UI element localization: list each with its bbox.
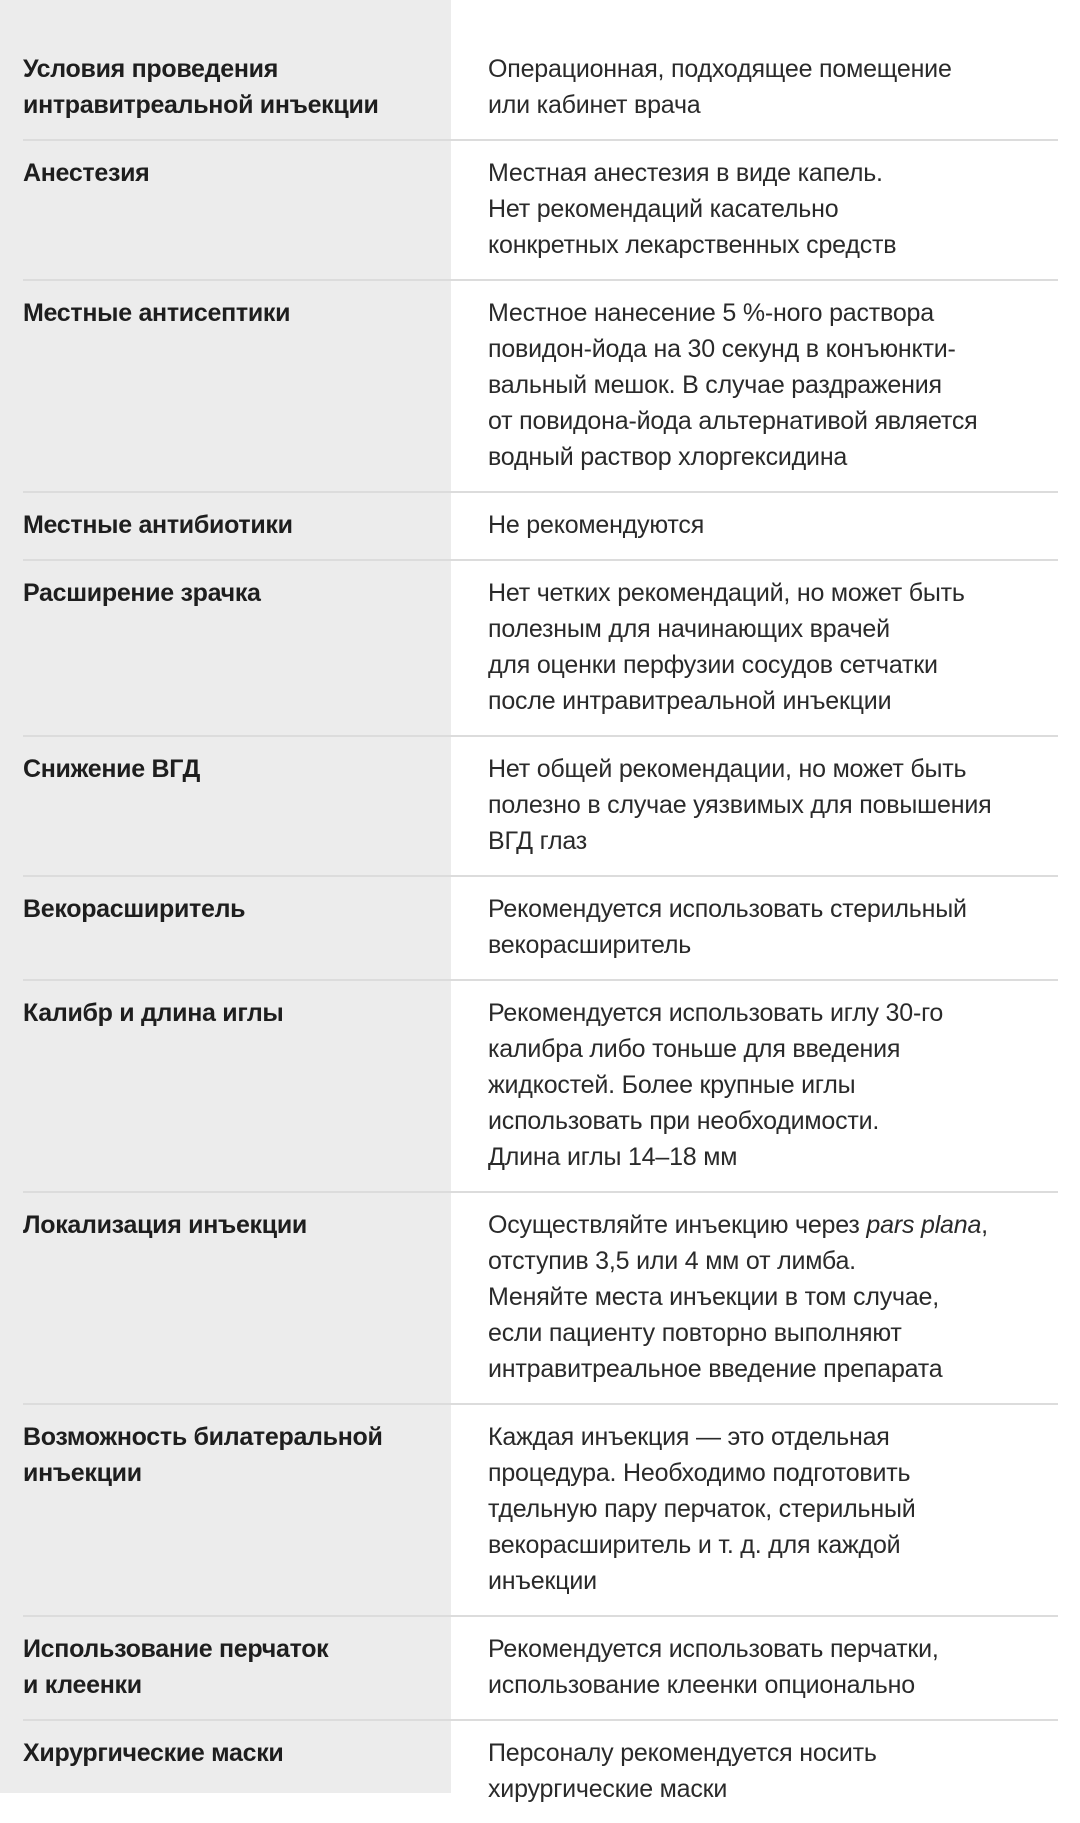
row-value xyxy=(488,575,1058,719)
row-value xyxy=(488,1419,1058,1599)
row-label-line: Хирургические маски xyxy=(23,1739,284,1767)
row-label-line: Условия проведения xyxy=(23,55,278,83)
row-value-line: или кабинет врача xyxy=(488,91,701,119)
row-value-line: Нет рекомендаций касательно xyxy=(488,195,839,223)
row-value-line: тдельную пару перчаток, стерильный xyxy=(488,1495,916,1523)
row-label xyxy=(23,507,488,543)
row-value-line: инъекции xyxy=(488,1567,597,1595)
text-segment: , xyxy=(981,1211,988,1239)
row-value xyxy=(488,1735,1058,1807)
row-value-line: Каждая инъекция — это отдельная xyxy=(488,1423,890,1451)
row-value-line: от повидона-йода альтернативой является xyxy=(488,407,978,435)
row-value-line: Персоналу рекомендуется носить xyxy=(488,1739,877,1767)
row-value-line: если пациенту повторно выполняют xyxy=(488,1319,902,1347)
table-row xyxy=(23,981,1058,1193)
row-value-line: использовать при необходимости. xyxy=(488,1107,880,1135)
row-value-line: для оценки перфузии сосудов сетчатки xyxy=(488,651,938,679)
row-label xyxy=(23,575,488,719)
row-value-line: Рекомендуется использовать стерильный xyxy=(488,895,967,923)
row-label-line: Снижение ВГД xyxy=(23,755,200,783)
row-label xyxy=(23,891,488,963)
row-value-line: Местное нанесение 5 %-ного раствора xyxy=(488,299,934,327)
row-value-line: Местная анестезия в виде капель. xyxy=(488,159,883,187)
row-value-line xyxy=(488,1207,1058,1243)
row-value-line: водный раствор хлоргексидина xyxy=(488,443,848,471)
row-value xyxy=(488,995,1058,1175)
row-label xyxy=(23,1735,488,1807)
row-value-line: векорасширитель и т. д. для каждой xyxy=(488,1531,901,1559)
row-value xyxy=(488,751,1058,859)
table-row xyxy=(23,561,1058,737)
row-value-line: ВГД глаз xyxy=(488,827,588,855)
row-value-line: калибра либо тоньше для введения xyxy=(488,1035,901,1063)
row-label-line: Местные антисептики xyxy=(23,299,291,327)
procedure-table xyxy=(23,37,1058,1823)
table-row xyxy=(23,877,1058,981)
row-value-line: интравитреальное введение препарата xyxy=(488,1355,943,1383)
row-value-line: Меняйте места инъекции в том случае, xyxy=(488,1283,939,1311)
row-label xyxy=(23,51,488,123)
row-label-line: Использование перчаток xyxy=(23,1635,329,1663)
table-row xyxy=(23,737,1058,877)
table-row xyxy=(23,1721,1058,1823)
row-value-line: Не рекомендуются xyxy=(488,511,705,539)
row-label xyxy=(23,1631,488,1703)
row-value-line: Нет четких рекомендаций, но может быть xyxy=(488,579,965,607)
row-value xyxy=(488,295,1058,475)
italic-term: pars plana xyxy=(866,1211,982,1239)
row-label xyxy=(23,155,488,263)
row-label-line: интравитреальной инъекции xyxy=(23,91,379,119)
row-value xyxy=(488,507,1058,543)
table-row xyxy=(23,1405,1058,1617)
row-value-line: жидкостей. Более крупные иглы xyxy=(488,1071,856,1099)
row-value-line: использование клеенки опционально xyxy=(488,1671,915,1699)
row-value xyxy=(488,155,1058,263)
table-row xyxy=(23,493,1058,561)
row-label-line: и клеенки xyxy=(23,1671,142,1699)
table-row xyxy=(23,141,1058,281)
row-value xyxy=(488,1631,1058,1703)
row-label-line: Калибр и длина иглы xyxy=(23,999,284,1027)
table-row xyxy=(23,281,1058,493)
row-value-line: процедура. Необходимо подготовить xyxy=(488,1459,911,1487)
row-value-line: векорасширитель xyxy=(488,931,692,959)
row-value xyxy=(488,51,1058,123)
row-value-line: Операционная, подходящее помещение xyxy=(488,55,952,83)
row-value-line: хирургические маски xyxy=(488,1775,728,1803)
text-segment: Осуществляйте инъекцию через xyxy=(488,1211,867,1239)
row-label-line: Векорасширитель xyxy=(23,895,246,923)
row-label-line: инъекции xyxy=(23,1459,142,1487)
row-value-line: Рекомендуется использовать перчатки, xyxy=(488,1635,939,1663)
table-row xyxy=(23,1617,1058,1721)
row-value-line: полезным для начинающих врачей xyxy=(488,615,890,643)
table-row xyxy=(23,1193,1058,1405)
row-label-line: Локализация инъекции xyxy=(23,1211,307,1239)
row-label-line: Расширение зрачка xyxy=(23,579,261,607)
row-value-line: Длина иглы 14–18 мм xyxy=(488,1143,738,1171)
row-value-line: Нет общей рекомендации, но может быть xyxy=(488,755,967,783)
row-label xyxy=(23,995,488,1175)
row-value-line: вальный мешок. В случае раздражения xyxy=(488,371,942,399)
row-label xyxy=(23,751,488,859)
row-value-line: Рекомендуется использовать иглу 30-го xyxy=(488,999,944,1027)
row-label xyxy=(23,1207,488,1387)
table-row xyxy=(23,37,1058,141)
row-value xyxy=(488,891,1058,963)
row-label-line: Анестезия xyxy=(23,159,150,187)
row-label-line: Возможность билатеральной xyxy=(23,1423,383,1451)
row-value-line: полезно в случае уязвимых для повышения xyxy=(488,791,992,819)
row-value-line: повидон-йода на 30 секунд в конъюнкти- xyxy=(488,335,956,363)
row-value xyxy=(488,1207,1058,1387)
row-label xyxy=(23,1419,488,1599)
row-value-line: после интравитреальной инъекции xyxy=(488,687,892,715)
row-label xyxy=(23,295,488,475)
row-label-line: Местные антибиотики xyxy=(23,511,293,539)
row-value-line: отступив 3,5 или 4 мм от лимба. xyxy=(488,1247,856,1275)
row-value-line: конкретных лекарственных средств xyxy=(488,231,897,259)
